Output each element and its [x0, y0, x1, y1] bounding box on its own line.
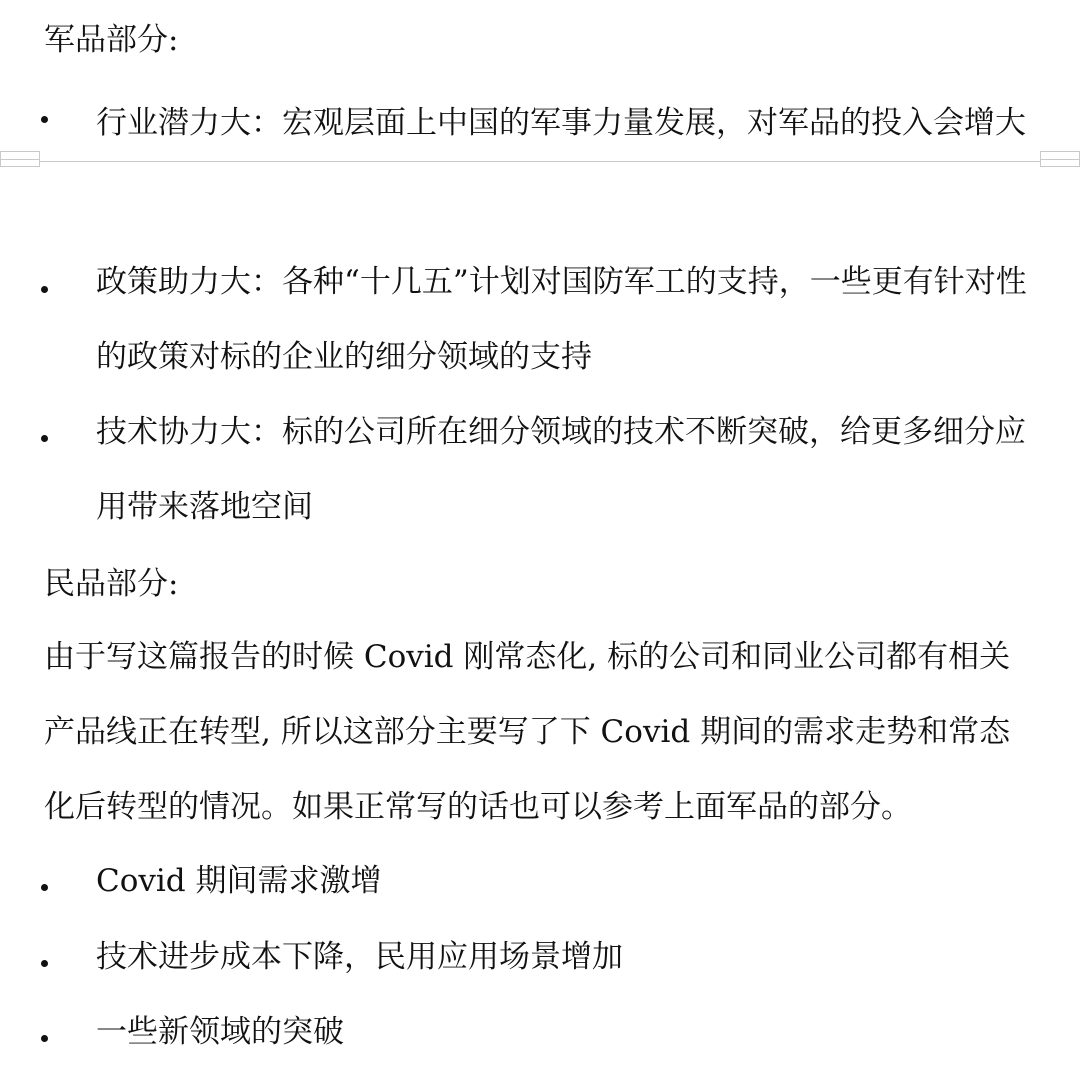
civilian-heading: 民品部分: [44, 566, 179, 602]
military-bullet-1: 行业潜力大：宏观层面上中国的军事力量发展，对军品的投入会增大 [96, 105, 1026, 141]
bullet-icon [41, 960, 48, 967]
civilian-paragraph: 由于写这篇报告的时候 Covid 刚常态化, 标的公司和同业公司都有相关产品线正在转型, 所以这部分主要写了下 Covid 期间的需求走势和常态化后转型的情况。如果正常写的话也可以参考上面军品的部分。 [44, 639, 1011, 825]
civilian-bullet-3: 一些新领域的突破 [96, 1014, 344, 1050]
bullet-icon [41, 1035, 48, 1042]
bullet-icon [41, 884, 48, 891]
military-bullet-2: 政策助力大：各种“十几五”计划对国防军工的支持，一些更有针对性的政策对标的企业的细分领域的支持 [96, 264, 1027, 375]
page-break-marker-left [0, 151, 40, 167]
military-heading: 军品部分: [44, 22, 179, 58]
bullet-icon [41, 435, 48, 442]
page-break-marker-right [1040, 151, 1080, 167]
bullet-icon [41, 286, 48, 293]
civilian-bullet-2: 技术进步成本下降，民用应用场景增加 [96, 939, 623, 975]
military-bullet-3: 技术协力大：标的公司所在细分领域的技术不断突破，给更多细分应用带来落地空间 [96, 414, 1026, 525]
civilian-bullet-1: Covid 期间需求激增 [96, 863, 382, 899]
bullet-icon [41, 116, 48, 123]
